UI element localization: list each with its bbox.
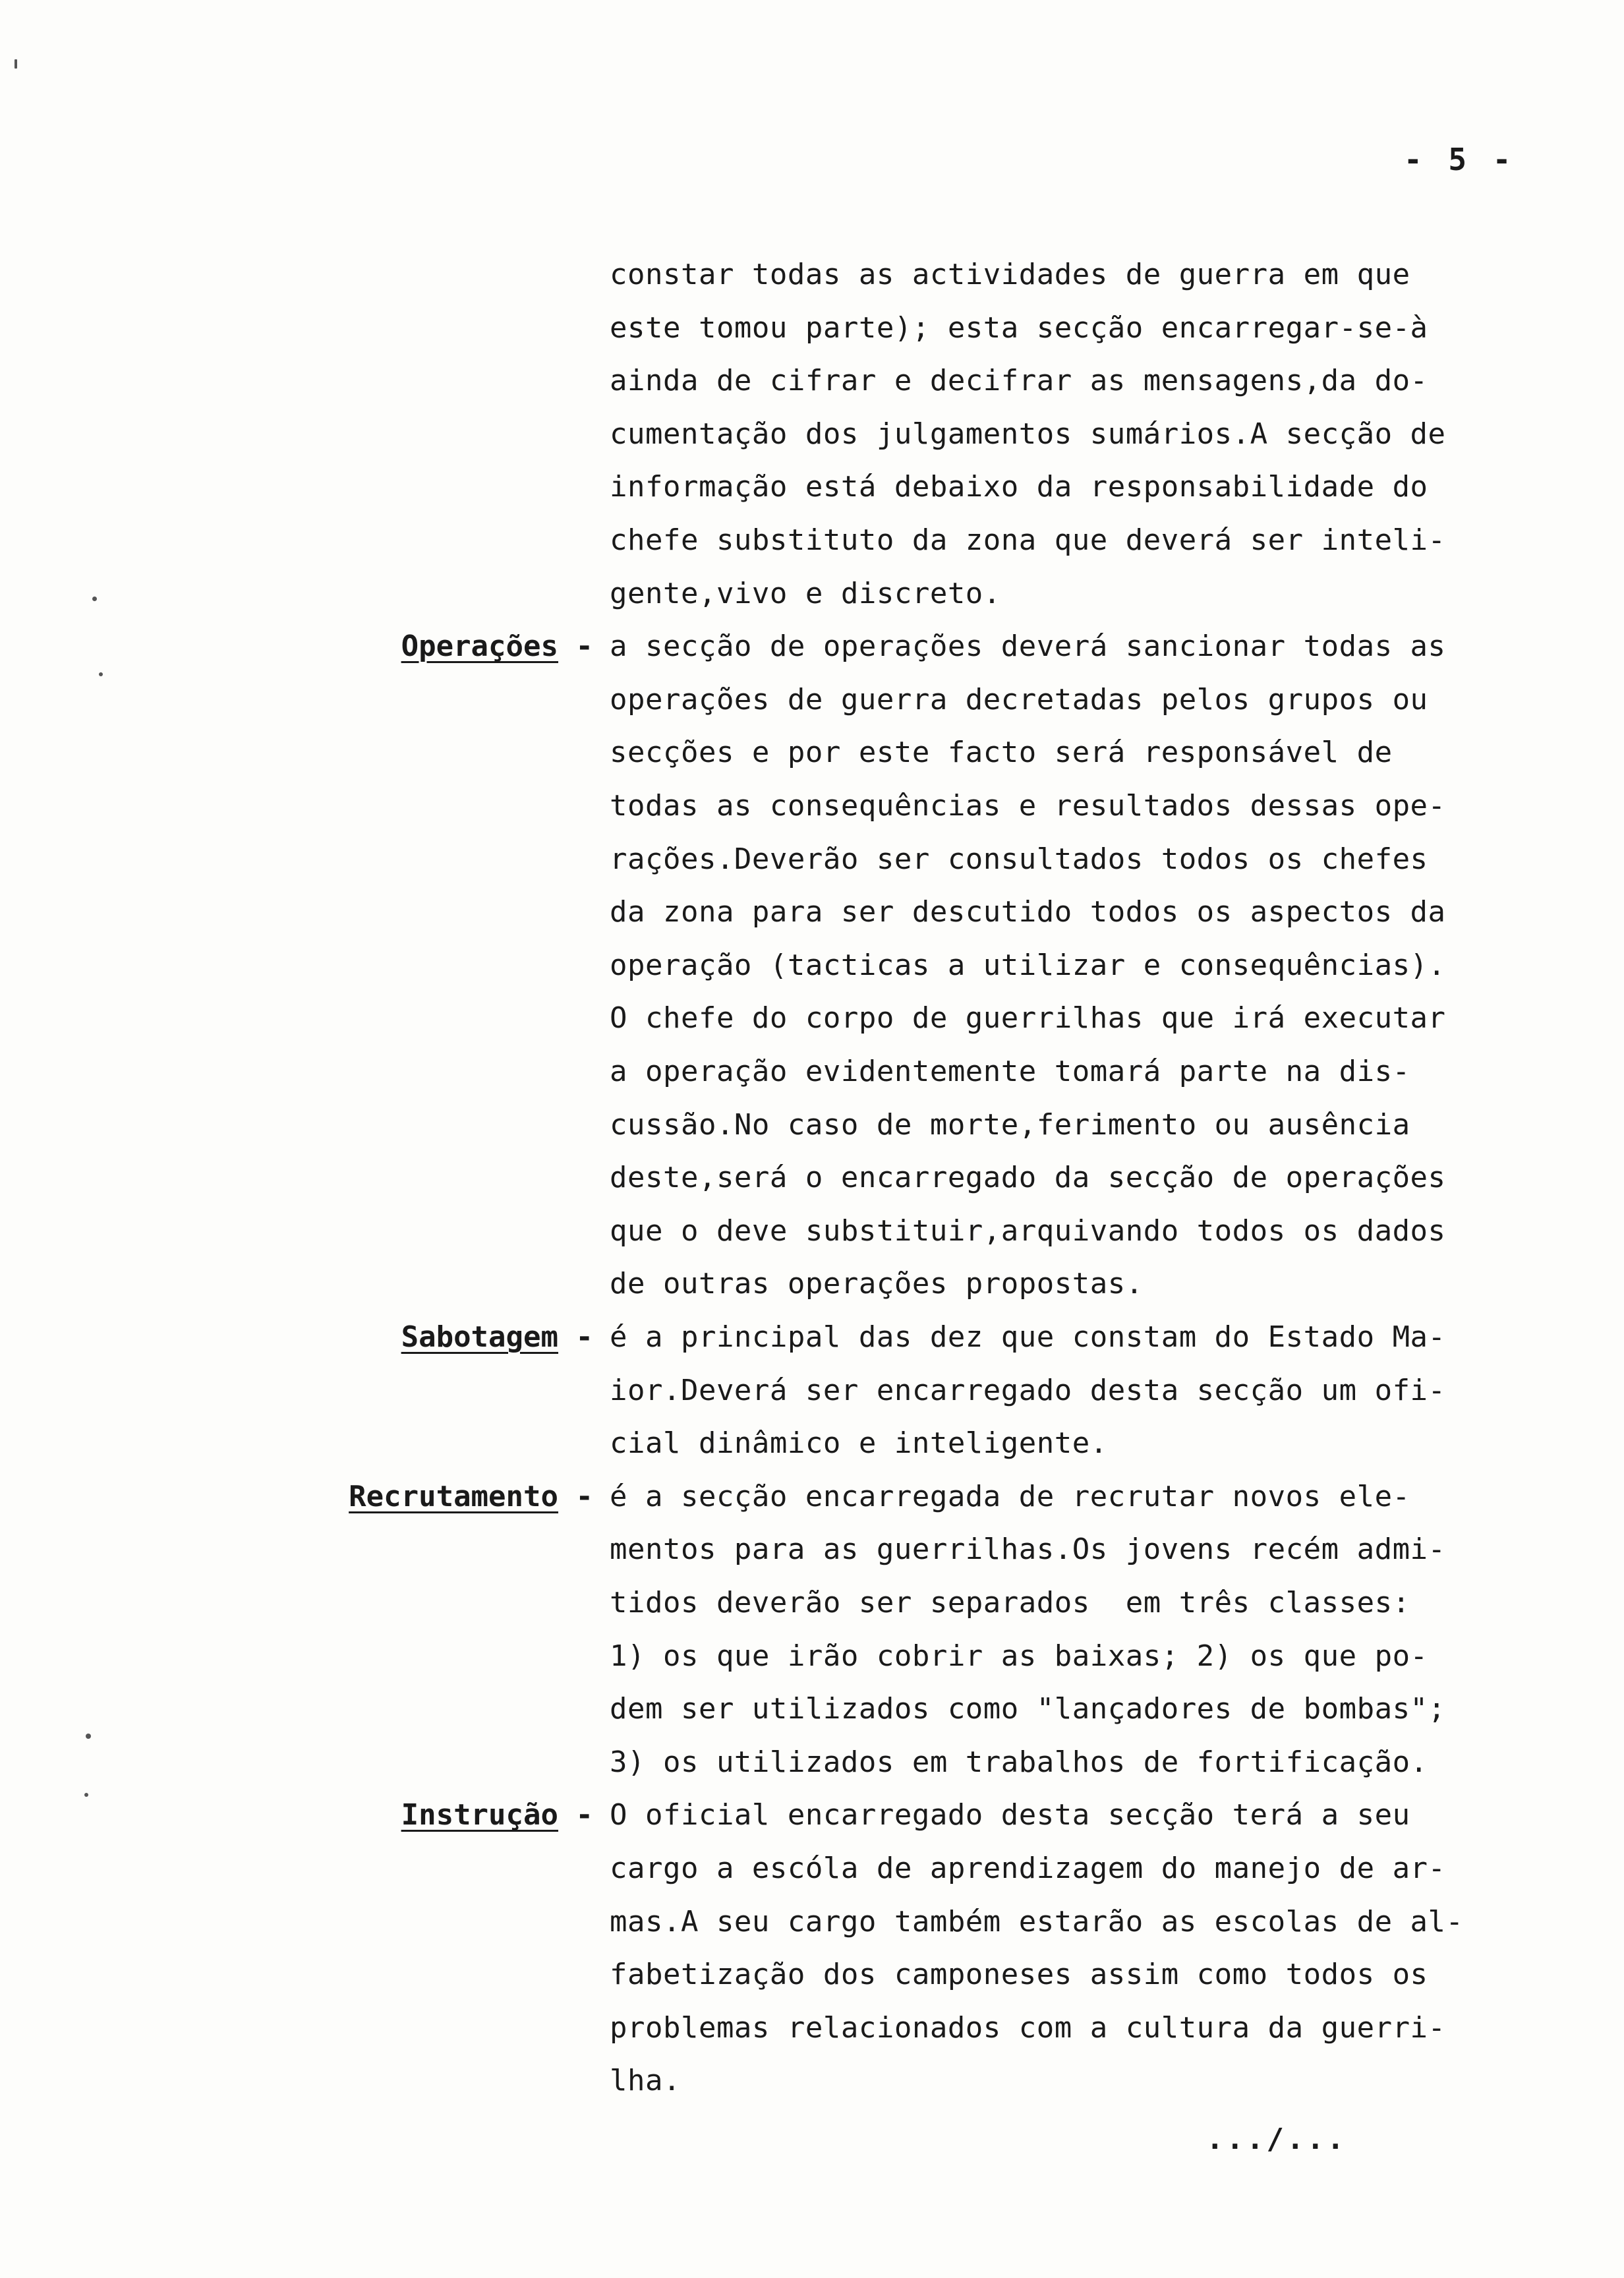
section-separator: - [558, 1320, 593, 1354]
text-line: ior.Deverá ser encarregado desta secção um ofi- [610, 1373, 1446, 1407]
text-line: a secção de operações deverá sancionar todas as [610, 629, 1446, 664]
text-line: ainda de cifrar e decifrar as mensagens,da do- [610, 364, 1428, 398]
text-line: dem ser utilizados como "lançadores de bombas"; [610, 1692, 1446, 1726]
section-term: Recrutamento [349, 1479, 559, 1513]
section-separator: - [558, 629, 593, 664]
text-line: tidos deverão ser separados em três classes: [610, 1586, 1410, 1620]
section-heading [401, 628, 593, 666]
text-line: informação está debaixo da responsabilidade do [610, 470, 1428, 504]
scan-speck [86, 1734, 91, 1739]
section-separator: - [558, 1479, 593, 1513]
text-line: cial dinâmico e inteligente. [610, 1426, 1108, 1461]
text-line: 1) os que irão cobrir as baixas; 2) os que po- [610, 1639, 1428, 1673]
text-line: fabetização dos camponeses assim como todos os [610, 1958, 1428, 1992]
text-line: cargo a escóla de aprendizagem do manejo de ar- [610, 1852, 1446, 1885]
text-line: cumentação dos julgamentos sumários.A secção de [610, 417, 1446, 451]
text-line: de outras operações propostas. [610, 1267, 1144, 1301]
section-heading [401, 1796, 593, 1834]
section-term: Sabotagem [401, 1320, 559, 1354]
text-line: mas.A seu cargo também estarão as escolas de al- [610, 1904, 1464, 1939]
text-line: rações.Deverão ser consultados todos os chefes [610, 842, 1428, 876]
section-heading [349, 1478, 593, 1516]
section-separator: - [558, 1798, 593, 1832]
scan-speck [92, 597, 97, 601]
section-term: Instrução [401, 1798, 559, 1832]
text-line: mentos para as guerrilhas.Os jovens recém admi- [610, 1533, 1446, 1567]
text-line: deste,será o encarregado da secção de operações [610, 1161, 1446, 1195]
text-line: operações de guerra decretadas pelos grupos ou [610, 682, 1428, 716]
text-line: é a secção encarregada de recrutar novos ele- [610, 1479, 1410, 1513]
text-line: a operação evidentemente tomará parte na dis- [610, 1055, 1410, 1088]
section-term: Operações [401, 629, 559, 664]
continuation-mark: .../... [1206, 2122, 1347, 2156]
text-line: O oficial encarregado desta secção terá a seu [610, 1798, 1410, 1832]
text-line: é a principal das dez que constam do Estado Ma- [610, 1320, 1446, 1354]
text-line: 3) os utilizados em trabalhos de fortificação. [610, 1745, 1428, 1779]
text-line: problemas relacionados com a cultura da guerri- [610, 2010, 1446, 2045]
section-heading [401, 1318, 593, 1357]
text-line: da zona para ser descutido todos os aspectos da [610, 895, 1446, 929]
text-line: gente,vivo e discreto. [610, 576, 1001, 610]
text-line: este tomou parte); esta secção encarregar-se-à [610, 310, 1428, 345]
text-line: constar todas as actividades de guerra em que [610, 258, 1410, 291]
text-line: que o deve substituir,arquivando todos os dados [610, 1213, 1446, 1248]
text-line: secções e por este facto será responsável de [610, 736, 1393, 770]
text-line: chefe substituto da zona que deverá ser inteli- [610, 523, 1446, 557]
text-line: operação (tacticas a utilizar e consequências). [610, 948, 1446, 982]
text-line: cussão.No caso de morte,ferimento ou ausência [610, 1107, 1410, 1142]
scan-speck [14, 59, 17, 69]
text-line: lha. [610, 2064, 681, 2098]
scan-speck [84, 1793, 88, 1797]
page-number: - 5 - [1404, 142, 1515, 177]
text-line: todas as consequências e resultados dessas ope- [610, 789, 1446, 823]
text-line: O chefe do corpo de guerrilhas que irá executar [610, 1001, 1446, 1036]
scan-speck [99, 672, 103, 676]
